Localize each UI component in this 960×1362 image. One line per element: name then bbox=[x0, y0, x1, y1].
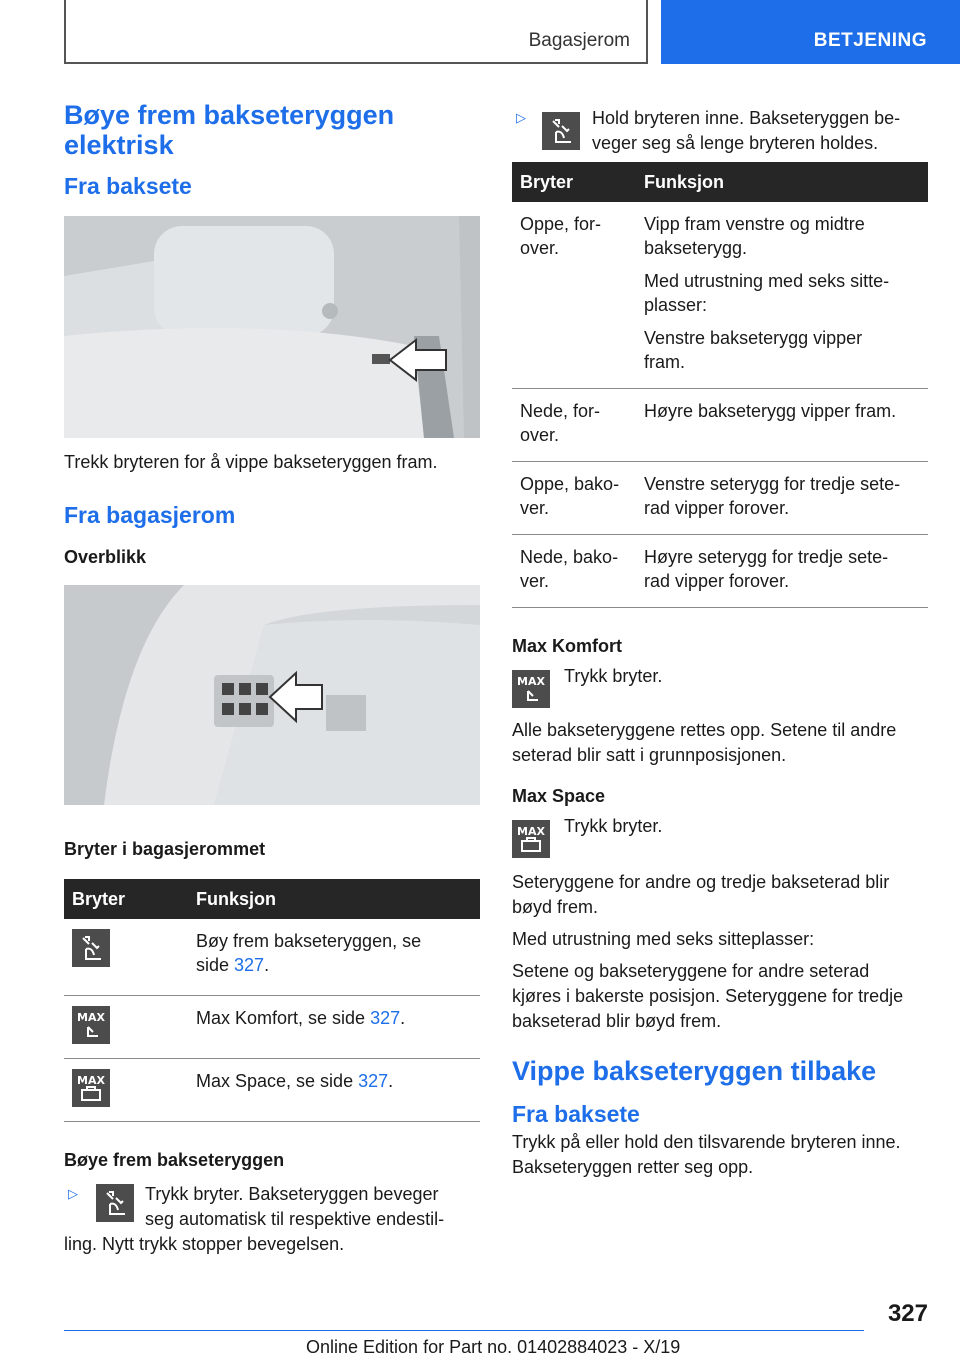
page-link[interactable]: 327 bbox=[358, 1071, 389, 1091]
tilt-back-text-l2: Bakseteryggen retter seg opp. bbox=[512, 1157, 754, 1177]
table-cell-function: Venstre seterygg for tredje sete- rad vipper forover. bbox=[636, 462, 928, 535]
table-cell-function: Høyre seterygg for tredje sete- rad vipper forover. bbox=[636, 535, 928, 608]
header-chapter: BETJENING bbox=[813, 30, 927, 51]
max-space-step bbox=[512, 814, 928, 860]
header-frame bbox=[64, 0, 648, 64]
header-section: Bagasjerom bbox=[528, 30, 630, 51]
trunk-switch-photo bbox=[64, 585, 480, 805]
tilt-back-subheading: Fra baksete bbox=[512, 1101, 640, 1127]
table-cell-function: Høyre bakseterygg vipper fram. bbox=[636, 389, 928, 462]
max-space-text-l4: Setene og bakseteryggene for andre seterad bbox=[512, 961, 870, 981]
table-cell-function: Bøy frem bakseteryggen, se side 327. bbox=[188, 919, 480, 996]
svg-text:MAX: MAX bbox=[77, 1074, 105, 1087]
bullet-arrow-icon: ▷ bbox=[68, 1186, 78, 1201]
subheading-from-trunk: Fra bagasjerom bbox=[64, 502, 236, 528]
max-space-press: Trykk bryter. bbox=[564, 816, 663, 836]
max-comfort-text-l1: Alle bakseteryggene rettes opp. Setene til andre bbox=[512, 720, 897, 740]
hold-text-l2: veger seg så lenge bryteren holdes. bbox=[592, 133, 879, 153]
max-space-heading: Max Space bbox=[512, 786, 606, 806]
table-cell-switch: Oppe, for- over. bbox=[512, 202, 636, 389]
overview-heading: Overblikk bbox=[64, 547, 147, 567]
max-space-icon bbox=[512, 820, 550, 858]
table-row bbox=[64, 919, 480, 996]
max-comfort-step bbox=[512, 664, 928, 710]
table-cell-switch: Nede, bako- ver. bbox=[512, 535, 636, 608]
table-cell-switch: Oppe, bako- ver. bbox=[512, 462, 636, 535]
table-cell-function: Max Komfort, se side 327. bbox=[188, 996, 480, 1059]
direction-table bbox=[512, 162, 928, 608]
table-header-switch: Bryter bbox=[64, 879, 188, 919]
footer-edition: Online Edition for Part no. 01402884023 - X/19 bbox=[306, 1337, 681, 1357]
max-comfort-heading: Max Komfort bbox=[512, 636, 623, 656]
svg-text:MAX: MAX bbox=[517, 675, 545, 688]
subheading-from-rear-seat: Fra baksete bbox=[64, 173, 192, 199]
fold-text-l3: ling. Nytt trykk stopper bevegelsen. bbox=[64, 1234, 345, 1254]
page-link[interactable]: 327 bbox=[234, 955, 265, 975]
table-header-function: Funksjon bbox=[636, 162, 928, 202]
fold-text-l2: seg automatisk til respektive endestil- bbox=[145, 1209, 445, 1229]
hold-step bbox=[512, 104, 928, 162]
right-column bbox=[512, 100, 928, 1180]
max-space-icon bbox=[72, 1069, 110, 1107]
page-number: 327 bbox=[887, 1300, 928, 1327]
table-header-row bbox=[512, 162, 928, 202]
max-comfort-icon bbox=[72, 1006, 110, 1044]
fold-text-l1: Trykk bryter. Bakseteryggen beveger bbox=[145, 1184, 439, 1204]
table-cell-switch: Nede, for- over. bbox=[512, 389, 636, 462]
table-header-switch: Bryter bbox=[512, 162, 636, 202]
fold-heading: Bøye frem bakseteryggen bbox=[64, 1150, 285, 1170]
max-comfort-icon bbox=[512, 670, 550, 708]
fold-step bbox=[64, 1182, 480, 1262]
max-comfort-press: Trykk bryter. bbox=[564, 666, 663, 686]
max-space-text-l6: bakseterad blir bøyd frem. bbox=[512, 1011, 722, 1031]
svg-text:MAX: MAX bbox=[77, 1011, 105, 1024]
photo-caption: Trekk bryteren for å vippe bakseteryggen fram. bbox=[64, 452, 438, 472]
table-row bbox=[512, 462, 928, 535]
seat-fold-icon bbox=[96, 1184, 134, 1222]
table-row bbox=[512, 535, 928, 608]
max-space-text-l5: kjøres i bakerste posisjon. Seteryggene for tredje bbox=[512, 986, 904, 1006]
left-column bbox=[64, 100, 480, 1262]
table-header-function: Funksjon bbox=[188, 879, 480, 919]
tilt-back-title: Vippe bakseteryggen tilbake bbox=[512, 1056, 877, 1086]
page-link[interactable]: 327 bbox=[370, 1008, 401, 1028]
hold-text-l1: Hold bryteren inne. Bakseteryggen be- bbox=[592, 108, 901, 128]
table-row bbox=[512, 389, 928, 462]
max-space-text-l3: Med utrustning med seks sitteplasser: bbox=[512, 929, 815, 949]
seat-fold-icon bbox=[542, 112, 580, 150]
max-comfort-text-l2: seterad blir satt i grunnposisjonen. bbox=[512, 745, 787, 765]
table-cell-function: Max Space, se side 327. bbox=[188, 1059, 480, 1122]
tilt-back-text-l1: Trykk på eller hold den tilsvarende bryteren inne. bbox=[512, 1132, 901, 1152]
max-space-text-l2: bøyd frem. bbox=[512, 897, 599, 917]
table-row bbox=[512, 202, 928, 389]
footer-divider bbox=[64, 1330, 864, 1331]
header-chapter-tab bbox=[661, 0, 960, 64]
switch-heading: Bryter i bagasjerommet bbox=[64, 839, 266, 859]
switch-table bbox=[64, 879, 480, 1122]
max-space-text-l1: Seteryggene for andre og tredje bakseterad blir bbox=[512, 872, 890, 892]
table-row bbox=[64, 996, 480, 1059]
bullet-arrow-icon: ▷ bbox=[516, 110, 526, 125]
table-row bbox=[64, 1059, 480, 1122]
section-title: Bøye frem bakseteryggen elektrisk bbox=[64, 100, 395, 160]
rear-seat-photo bbox=[64, 216, 480, 438]
svg-text:MAX: MAX bbox=[517, 825, 545, 838]
table-cell-function: Vipp fram venstre og midtre bakseterygg. Med utrustning med seks sitte- plasser: Venstre bakseterygg vipper fram. bbox=[636, 202, 928, 389]
table-header-row bbox=[64, 879, 480, 919]
seat-fold-icon bbox=[72, 929, 110, 967]
